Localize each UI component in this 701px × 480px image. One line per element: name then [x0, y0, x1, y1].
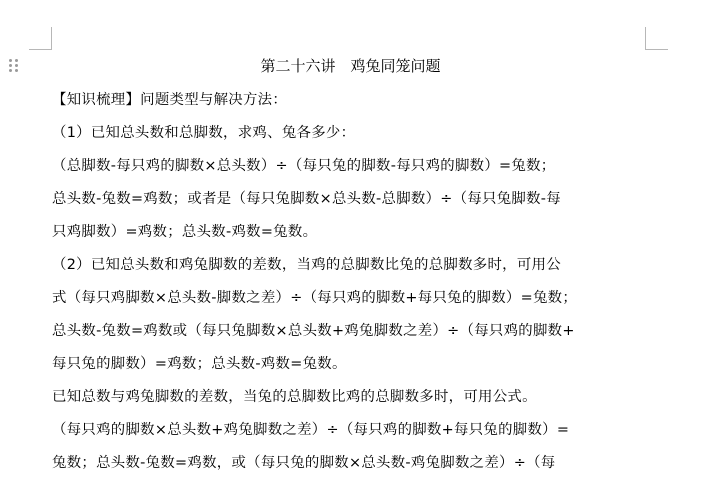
paragraph-line: 已知总数与鸡兔脚数的差数，当兔的总脚数比鸡的总脚数多时，可用公式。: [52, 389, 537, 405]
page-corner-mark-top-right: [645, 27, 668, 50]
paragraph-line: 【知识梳理】问题类型与解决方法：: [52, 92, 288, 108]
document-body: [52, 89, 646, 480]
paragraph-line: 式（每只鸡脚数×总头数-脚数之差）÷（每只鸡的脚数+每只兔的脚数）=兔数；: [52, 290, 578, 306]
paragraph-line: 每只兔的脚数）=鸡数；总头数-鸡数=兔数。: [52, 356, 347, 372]
paragraph-line: 兔数；总头数-兔数=鸡数，或（每只兔的脚数×总头数-鸡兔脚数之差）÷（每: [52, 455, 556, 471]
paragraph-line: 只鸡脚数）=鸡数；总头数-鸡数=兔数。: [52, 224, 318, 240]
paragraph-line: （1）已知总头数和总脚数，求鸡、兔各多少：: [52, 125, 356, 141]
document-title: 第二十六讲 鸡兔同笼问题: [260, 57, 441, 75]
paragraph-line: （2）已知总头数和鸡兔脚数的差数，当鸡的总脚数比兔的总脚数多时，可用公: [52, 257, 561, 273]
paragraph-line: 总头数-兔数=鸡数；或者是（每只兔脚数×总头数-总脚数）÷（每只兔脚数-每: [52, 191, 561, 207]
paragraph-line: （总脚数-每只鸡的脚数×总头数）÷（每只兔的脚数-每只鸡的脚数）=兔数；: [52, 158, 556, 174]
paragraph-line: 总头数-兔数=鸡数或（每只兔脚数×总头数+鸡兔脚数之差）÷（每只鸡的脚数+: [52, 323, 575, 339]
page-corner-mark-top-left: [29, 27, 52, 50]
paragraph-line: （每只鸡的脚数×总头数+鸡兔脚数之差）÷（每只鸡的脚数+每只兔的脚数）=: [52, 422, 570, 438]
